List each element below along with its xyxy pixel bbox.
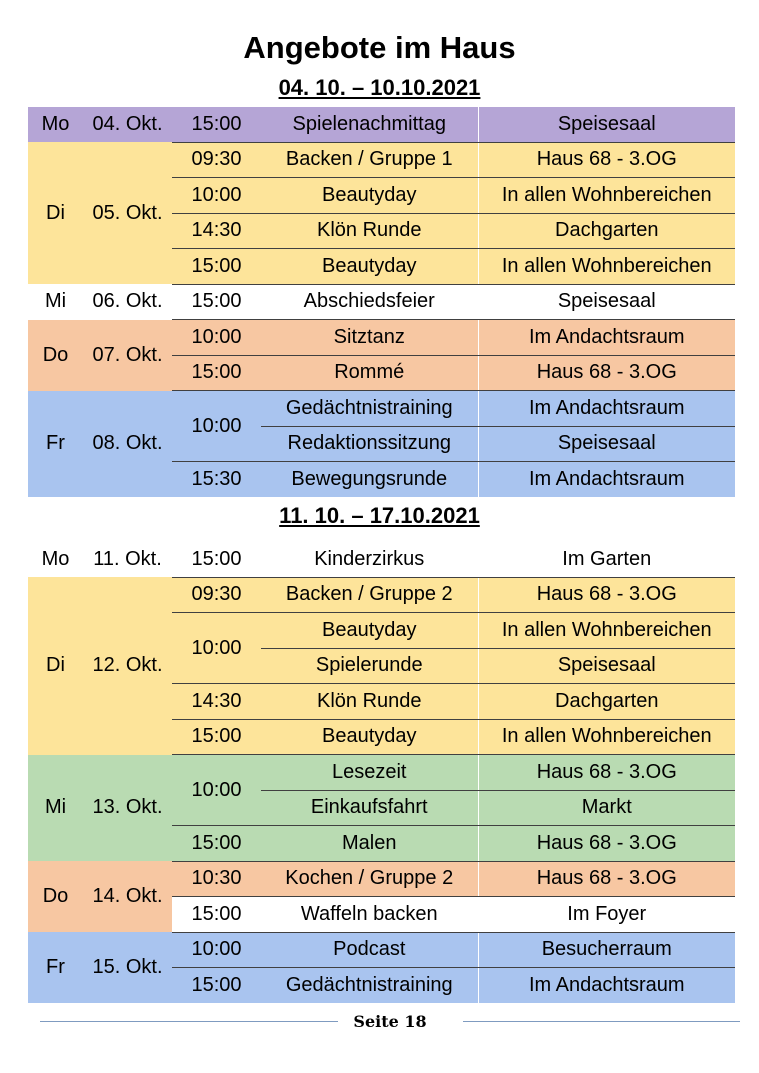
activity-cell: Bewegungsrunde [261,462,478,497]
activity-cell: Spielerunde [261,648,478,684]
location-cell: Dachgarten [478,213,735,249]
location-cell: Im Garten [478,542,735,577]
time-cell: 15:00 [172,968,261,1003]
activity-cell: Klön Runde [261,684,478,720]
activity-cell: Malen [261,826,478,862]
location-cell: Im Andachtsraum [478,462,735,497]
time-cell: 15:00 [172,284,261,320]
time-cell: 10:00 [172,391,261,462]
location-cell: Im Andachtsraum [478,320,735,356]
time-cell: 10:00 [172,613,261,684]
location-cell: Haus 68 - 3.OG [478,577,735,613]
location-cell: Im Andachtsraum [478,968,735,1003]
location-cell: Speisesaal [478,648,735,684]
location-cell: Haus 68 - 3.OG [478,142,735,178]
week-1-range: 04. 10. – 10.10.2021 [278,75,481,100]
time-cell: 15:00 [172,897,261,933]
weekday-cell: Di [28,142,83,284]
activity-cell: Lesezeit [261,755,478,791]
week-2-range: 11. 10. – 17.10.2021 [279,503,480,528]
activity-cell: Backen / Gruppe 1 [261,142,478,178]
location-cell: Speisesaal [478,284,735,320]
location-cell: Im Foyer [478,897,735,933]
weekday-cell: Mo [28,542,83,577]
activity-cell: Kinderzirkus [261,542,478,577]
date-cell: 07. Okt. [83,320,172,391]
weekday-cell: Fr [28,932,83,1003]
activity-cell: Beautyday [261,613,478,649]
location-cell: Dachgarten [478,684,735,720]
week-2-schedule-table [28,542,735,1003]
activity-cell: Gedächtnistraining [261,968,478,1003]
time-cell: 14:30 [172,213,261,249]
time-cell: 15:00 [172,719,261,755]
date-cell: 04. Okt. [83,107,172,142]
time-cell: 10:30 [172,861,261,897]
schedule-row [28,391,735,427]
location-cell: Besucherraum [478,932,735,968]
location-cell: Haus 68 - 3.OG [478,826,735,862]
time-cell: 09:30 [172,142,261,178]
time-cell: 15:00 [172,542,261,577]
activity-cell: Backen / Gruppe 2 [261,577,478,613]
activity-cell: Einkaufsfahrt [261,790,478,826]
page-title: Angebote im Haus [243,30,516,65]
location-cell: Haus 68 - 3.OG [478,861,735,897]
location-cell: Haus 68 - 3.OG [478,355,735,391]
schedule-row [28,107,735,142]
date-cell: 14. Okt. [83,861,172,932]
schedule-row [28,932,735,968]
date-cell: 12. Okt. [83,577,172,755]
schedule-row [28,577,735,613]
time-cell: 09:30 [172,577,261,613]
page-footer [40,1010,740,1034]
date-cell: 11. Okt. [83,542,172,577]
location-cell: Haus 68 - 3.OG [478,755,735,791]
activity-cell: Beautyday [261,178,478,214]
time-cell: 15:00 [172,107,261,142]
date-cell: 13. Okt. [83,755,172,862]
schedule-row [28,320,735,356]
location-cell: In allen Wohnbereichen [478,719,735,755]
location-cell: Im Andachtsraum [478,391,735,427]
time-cell: 15:00 [172,826,261,862]
schedule-row [28,142,735,178]
weekday-cell: Mo [28,107,83,142]
activity-cell: Gedächtnistraining [261,391,478,427]
location-cell: Markt [478,790,735,826]
activity-cell: Sitztanz [261,320,478,356]
weekday-cell: Mi [28,755,83,862]
activity-cell: Waffeln backen [261,897,478,933]
time-cell: 10:00 [172,178,261,214]
date-cell: 05. Okt. [83,142,172,284]
schedule-row [28,755,735,791]
activity-cell: Abschiedsfeier [261,284,478,320]
location-cell: Speisesaal [478,426,735,462]
activity-cell: Beautyday [261,249,478,285]
week-1-schedule-table [28,107,735,497]
time-cell: 15:00 [172,249,261,285]
schedule-row [28,861,735,897]
activity-cell: Spielenachmittag [261,107,478,142]
date-cell: 15. Okt. [83,932,172,1003]
location-cell: In allen Wohnbereichen [478,249,735,285]
schedule-row [28,284,735,320]
time-cell: 10:00 [172,932,261,968]
activity-cell: Kochen / Gruppe 2 [261,861,478,897]
activity-cell: Klön Runde [261,213,478,249]
activity-cell: Redaktionssitzung [261,426,478,462]
weekday-cell: Mi [28,284,83,320]
activity-cell: Podcast [261,932,478,968]
time-cell: 15:00 [172,355,261,391]
time-cell: 15:30 [172,462,261,497]
time-cell: 10:00 [172,755,261,826]
weekday-cell: Do [28,320,83,391]
weekday-cell: Di [28,577,83,755]
schedule-row [28,542,735,577]
location-cell: Speisesaal [478,107,735,142]
weekday-cell: Fr [28,391,83,497]
weekday-cell: Do [28,861,83,932]
page-number: Seite 18 [353,1012,427,1031]
location-cell: In allen Wohnbereichen [478,613,735,649]
date-cell: 06. Okt. [83,284,172,320]
date-cell: 08. Okt. [83,391,172,497]
time-cell: 14:30 [172,684,261,720]
location-cell: In allen Wohnbereichen [478,178,735,214]
activity-cell: Rommé [261,355,478,391]
activity-cell: Beautyday [261,719,478,755]
time-cell: 10:00 [172,320,261,356]
